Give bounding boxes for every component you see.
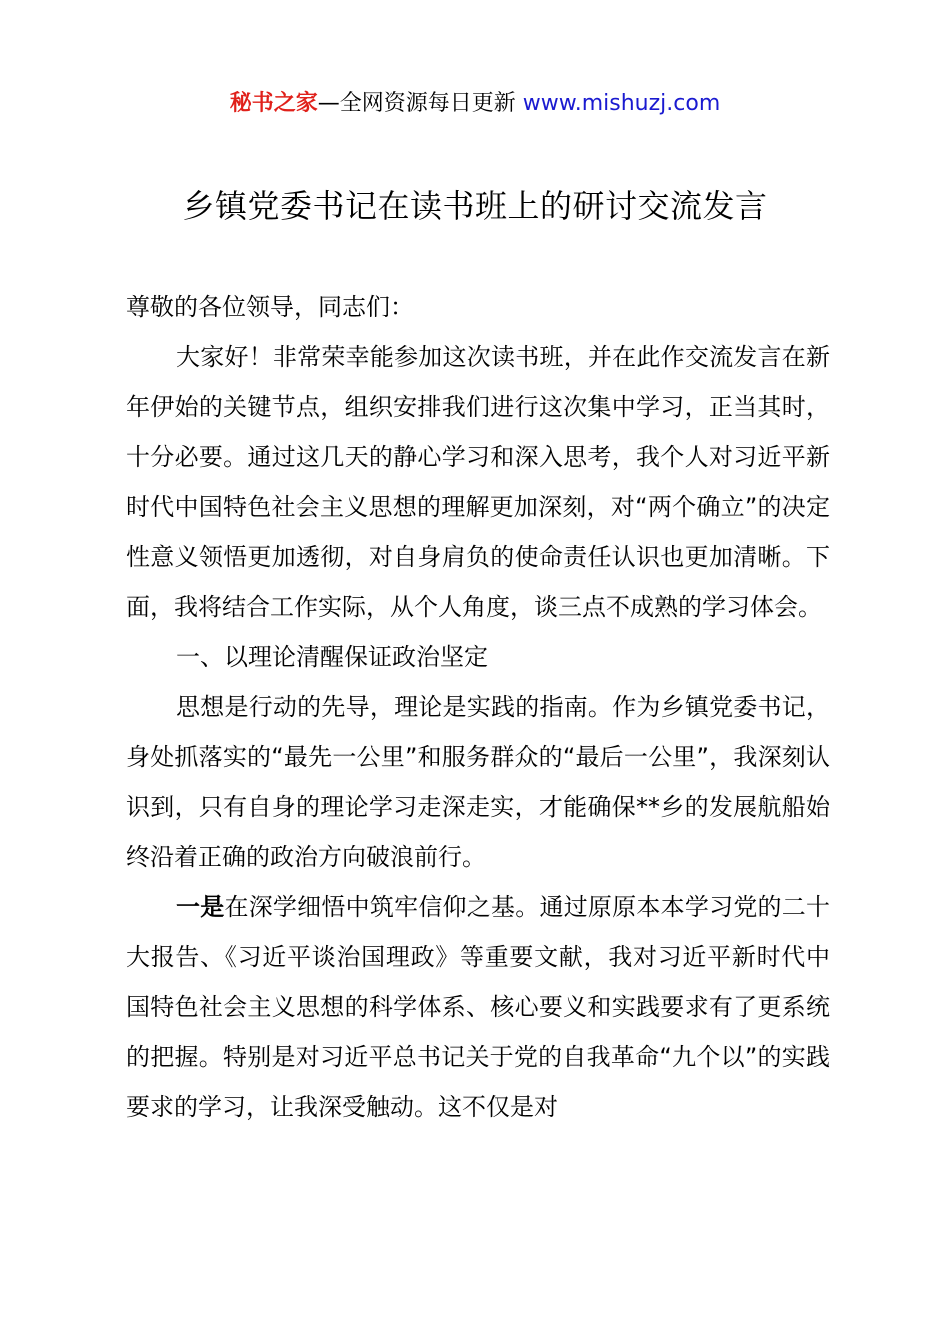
document-title: 乡镇党委书记在读书班上的研讨交流发言 [182,187,768,225]
point-lead: 一是 [176,893,225,921]
paragraph-point-1 [126,882,830,1132]
site-url-link[interactable]: www.mishuzj.com [522,91,721,116]
site-header [0,88,950,120]
point-text: 在深学细悟中筑牢信仰之基。通过原原本本学习党的二十大报告、《习近平谈治国理政》等重要文献，我对习近平新时代中国特色社会主义思想的科学体系、核心要义和实践要求有了更系统的把握。特别是对习近平总书记关于党的自我革命“九个以”的实践要求的学习，让我深受触动。这不仅是对 [126,893,831,1121]
salutation: 尊敬的各位领导，同志们： [126,293,414,321]
section-heading-1: 一、以理论清醒保证政治坚定 [176,643,488,671]
brand-name: 秘书之家 [229,91,318,116]
document-body [126,282,830,1132]
paragraph-intro: 大家好！非常荣幸能参加这次读书班，并在此作交流发言在新年伊始的关键节点，组织安排我们进行这次集中学习，正当其时，十分必要。通过这几天的静心学习和深入思考，我个人对习近平新时代中国特色社会主义思想的理解更加深刻，对“两个确立”的决定性意义领悟更加透彻，对自身肩负的使命责任认识也更加清晰。下面，我将结合工作实际，从个人角度，谈三点不成熟的学习体会。 [126,343,830,621]
header-tagline: —全网资源每日更新 [317,91,523,116]
paragraph-section-1: 思想是行动的先导，理论是实践的指南。作为乡镇党委书记，身处抓落实的“最先一公里”和服务群众的“最后一公里”，我深刻认识到，只有自身的理论学习走深走实，才能确保**乡的发展航船始终沿着正确的政治方向破浪前行。 [126,693,830,871]
